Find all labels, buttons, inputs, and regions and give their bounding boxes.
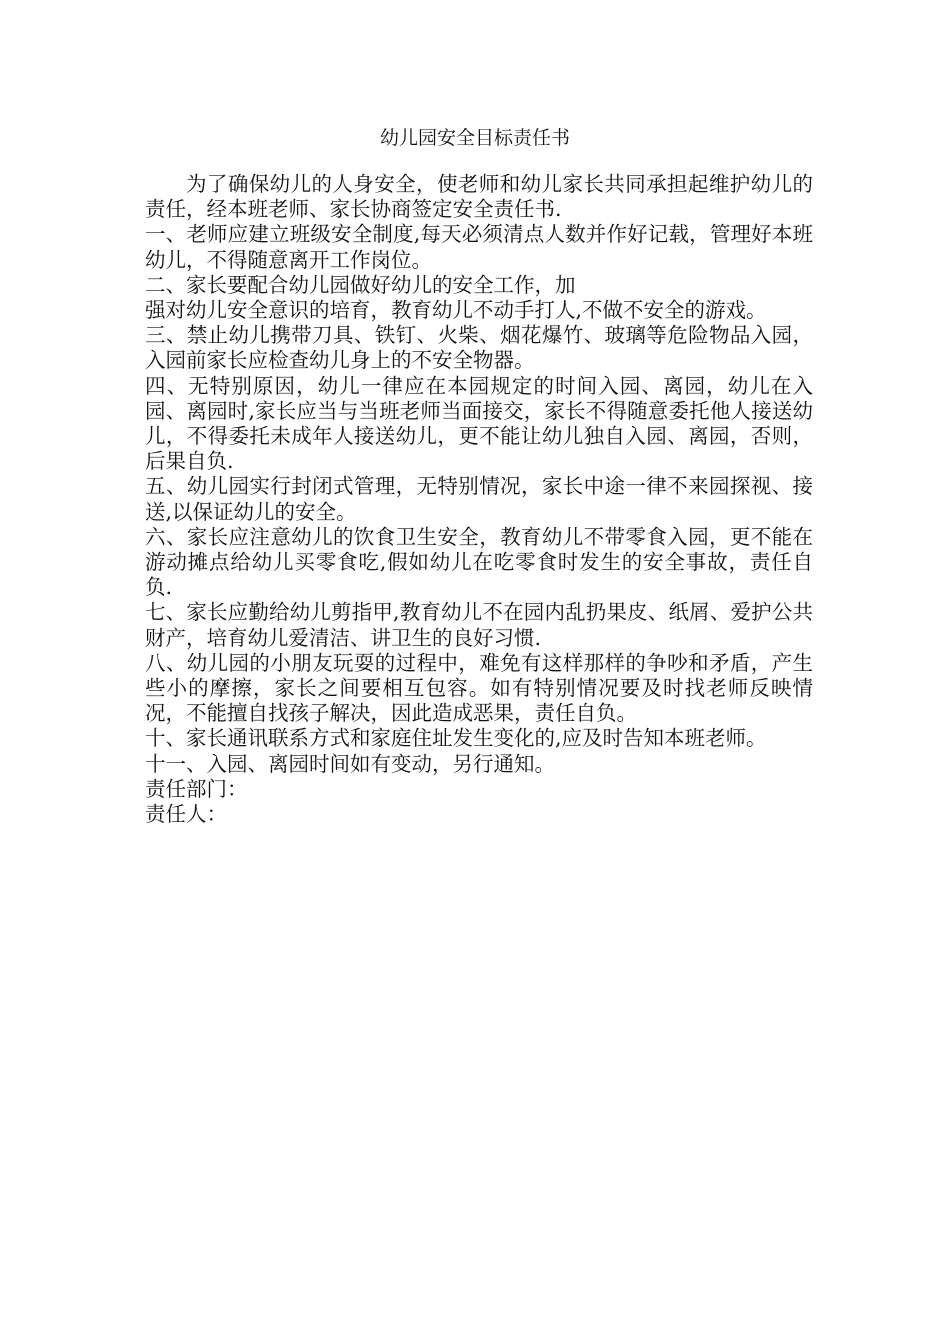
responsible-person-label: 责任人： <box>145 802 227 827</box>
clause-2-part-1: 二、家长要配合幼儿园做好幼儿的安全工作，加 <box>145 272 576 297</box>
clause-6: 六、家长应注意幼儿的饮食卫生安全，教育幼儿不带零食入园，更不能在游动摊点给幼儿买零食吃,假如幼儿在吃零食时发生的安全事故，责任自负. <box>145 524 813 600</box>
clause-10: 十、家长通讯联系方式和家庭住址发生变化的,应及时告知本班老师。 <box>145 726 767 751</box>
clause-7: 七、家长应勤给幼儿剪指甲,教育幼儿不在园内乱扔果皮、纸屑、爱护公共财产，培育幼儿爱清洁、讲卫生的良好习惯. <box>145 600 813 650</box>
intro-paragraph: 为了确保幼儿的人身安全，使老师和幼儿家长共同承担起维护幼儿的责任，经本班老师、家长协商签定安全责任书. <box>145 172 813 222</box>
clause-1: 一、老师应建立班级安全制度,每天必须清点人数并作好记载，管理好本班幼儿，不得随意离开工作岗位。 <box>145 222 813 272</box>
clause-4: 四、无特别原因，幼儿一律应在本园规定的时间入园、离园，幼儿在入园、离园时,家长应当与当班老师当面接交，家长不得随意委托他人接送幼儿，不得委托未成年人接送幼儿，更不能让幼儿独自入园、离园，否则，后果自负. <box>145 373 813 474</box>
clause-5: 五、幼儿园实行封闭式管理，无特别情况，家长中途一律不来园探视、接送,以保证幼儿的安全。 <box>145 474 813 524</box>
clause-8: 八、幼儿园的小朋友玩耍的过程中，难免有这样那样的争吵和矛盾，产生些小的摩擦，家长之间要相互包容。如有特别情况要及时找老师反映情况，不能擅自找孩子解决，因此造成恶果，责任自负。 <box>145 650 813 726</box>
document-body <box>145 172 813 827</box>
responsible-department-label: 责任部门： <box>145 776 248 801</box>
document-title: 幼儿园安全目标责任书 <box>379 127 570 149</box>
clause-2-part-2: 强对幼儿安全意识的培育，教育幼儿不动手打人,不做不安全的游戏。 <box>145 298 767 323</box>
clause-11: 十一、入园、离园时间如有变动，另行通知。 <box>145 751 555 776</box>
clause-3: 三、禁止幼儿携带刀具、铁钉、火柴、烟花爆竹、玻璃等危险物品入园，入园前家长应检查幼儿身上的不安全物器。 <box>145 323 813 373</box>
